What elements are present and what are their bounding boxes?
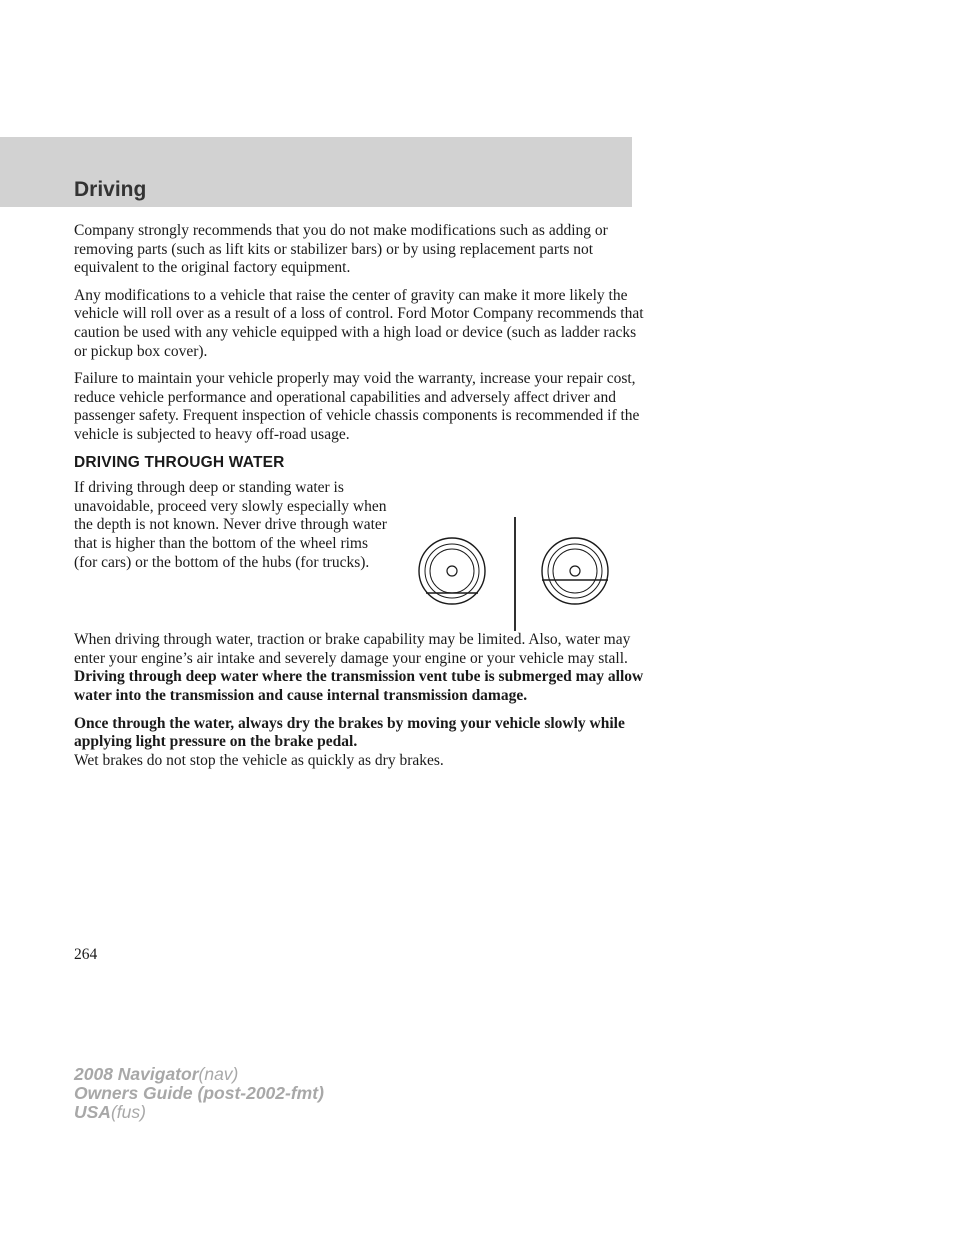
footer-model: 2008 Navigator — [74, 1064, 199, 1084]
dry-brakes-warning: Once through the water, always dry the brakes by moving your vehicle slowly while applying light pressure on the brake pedal. — [74, 714, 625, 751]
paragraph-traction — [74, 631, 644, 705]
footer-model-code: (nav) — [198, 1064, 239, 1084]
page-content — [74, 222, 644, 779]
wet-brakes-text: Wet brakes do not stop the vehicle as quickly as dry brakes. — [74, 751, 444, 769]
page-number: 264 — [74, 946, 98, 963]
transmission-warning: Driving through deep water where the transmission vent tube is submerged may allow water into the transmission and cause internal transmission damage. — [74, 668, 644, 704]
truck-wheel-icon — [542, 538, 608, 604]
car-wheel-icon — [419, 538, 485, 604]
paragraph-water-intro: If driving through deep or standing water is unavoidable, proceed very slowly especially when the depth is not known. Never drive through water that is higher than the bottom of the wheel rims (for cars) or the bottom of the hubs (for trucks). — [74, 479, 387, 571]
footer-line-1 — [74, 1065, 324, 1084]
wheel-water-level-icon — [418, 517, 618, 631]
paragraph-dry-brakes — [74, 715, 644, 771]
paragraph-modifications: Company strongly recommends that you do not make modifications such as adding or removing parts (such as lift kits or stabilizer bars) or by using replacement parts not equivalent to the original factory equipment. — [74, 222, 608, 277]
paragraph-center-of-gravity: Any modifications to a vehicle that raise the center of gravity can make it more likely the vehicle will roll over as a result of a loss of control. Ford Motor Company recommends that caution be used with any vehicle equipped with a high load or device (such as ladder racks or pickup box cover). — [74, 286, 644, 360]
footer-market: USA — [74, 1102, 111, 1122]
footer-line-3 — [74, 1103, 324, 1122]
section-heading: DRIVING THROUGH WATER — [74, 453, 285, 471]
traction-text: When driving through water, traction or brake capability may be limited. Also, water may enter your engine’s air intake and severely damage your engine or your vehicle may stall. — [74, 631, 631, 667]
footer-line-2: Owners Guide (post-2002-fmt) — [74, 1083, 324, 1103]
footer-market-code: (fus) — [110, 1102, 146, 1122]
paragraph-maintenance: Failure to maintain your vehicle properly may void the warranty, increase your repair cost, reduce vehicle performance and operational capabilities and adversely affect driver and passenger safety. Frequent inspection of vehicle chassis components is recommended if the vehicle is subjected to heavy off-road usage. — [74, 370, 640, 443]
footer — [74, 1065, 324, 1122]
water-block — [74, 479, 644, 621]
page-section-title: Driving — [74, 178, 147, 201]
